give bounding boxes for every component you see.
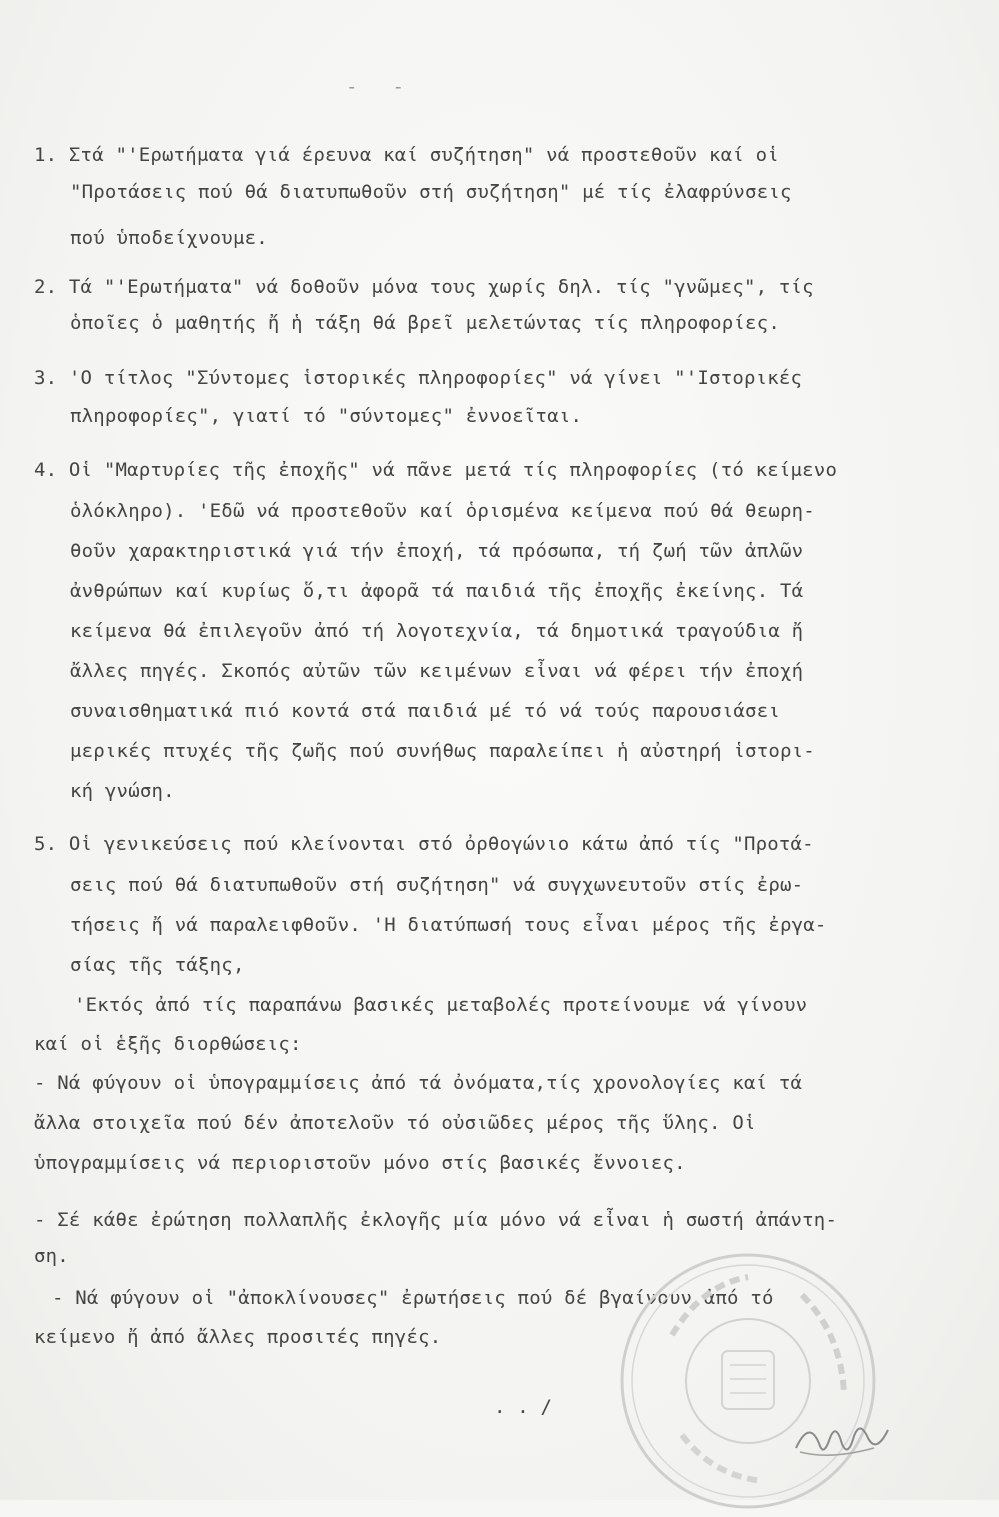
bullet-1-line-3: ὑπογραμμίσεις νά περιοριστοῦν μόνο στίς βασικές ἔννοιες. (34, 1152, 686, 1174)
official-stamp-seal-icon (612, 1245, 884, 1517)
item-4-line-8: μερικές πτυχές τῆς ζωῆς πού συνήθως παραλείπει ἡ αὐστηρή ἱστορι- (70, 740, 815, 762)
header-dashes: - - (346, 76, 405, 98)
paragraph-line-1: 'Εκτός ἀπό τίς παραπάνω βασικές μεταβολές προτείνουμε νά γίνουν (74, 994, 808, 1016)
bullet-3-line-1: - Νά φύγουν οἱ "ἀποκλίνουσες" ἐρωτήσεις πού δέ βγαίνουν ἀπό τό (52, 1287, 774, 1309)
paragraph-line-2: καί οἱ ἑξῆς διορθώσεις: (34, 1033, 302, 1055)
item-4-line-9: κή γνώση. (70, 780, 175, 802)
item-2-line-2: ὁποῖες ὁ μαθητής ἤ ἡ τάξη θά βρεῖ μελετώντας τίς πληροφορίες. (70, 312, 780, 334)
bullet-1-line-2: ἄλλα στοιχεῖα πού δέν ἀποτελοῦν τό οὐσιῶδες μέρος τῆς ὕλης. Οἱ (34, 1112, 756, 1134)
bullet-1-line-1: - Νά φύγουν οἱ ὑπογραμμίσεις ἀπό τά ὀνόματα,τίς χρονολογίες καί τά (34, 1072, 803, 1094)
item-4-line-3: θοῦν χαρακτηριστικά γιά τήν ἐποχή, τά πρόσωπα, τή ζωή τῶν ἁπλῶν (70, 540, 804, 562)
continuation-mark: . . / (494, 1396, 553, 1418)
item-4-line-4: ἀνθρώπων καί κυρίως ὅ,τι ἀφορᾶ τά παιδιά τῆς ἐποχῆς ἐκείνης. Τά (70, 580, 804, 602)
item-2-line-1: 2. Τά "'Ερωτήματα" νά δοθοῦν μόνα τους χωρίς δηλ. τίς "γνῶμες", τίς (34, 276, 814, 298)
item-5-line-1: 5. Οἱ γενικεύσεις πού κλείνονται στό ὀρθογώνιο κάτω ἀπό τίς "Προτά- (34, 833, 814, 855)
item-5-line-3: τήσεις ἤ νά παραλειφθοῦν. 'Η διατύπωσή τους εἶναι μέρος τῆς ἐργα- (70, 914, 827, 936)
item-3-line-2: πληροφορίες", γιατί τό "σύντομες" ἐννοεῖται. (70, 405, 583, 427)
bullet-3-line-2: κείμενο ἤ ἀπό ἄλλες προσιτές πηγές. (34, 1326, 442, 1348)
bullet-2-line-2: ση. (34, 1245, 69, 1267)
item-1-line-1: 1. Στά "'Ερωτήματα γιά έρευνα καί συζήτηση" νά προστεθοῦν καί οἱ (34, 144, 779, 166)
item-4-line-2: ὁλόκληρο). 'Εδῶ νά προστεθοῦν καί ὁρισμένα κείμενα πού θά θεωρη- (70, 500, 815, 522)
item-4-line-5: κείμενα θά ἐπιλεγοῦν ἀπό τή λογοτεχνία, τά δημοτικά τραγούδια ἤ (70, 620, 804, 642)
item-4-line-1: 4. Οἱ "Μαρτυρίες τῆς ἐποχῆς" νά πᾶνε μετά τίς πληροφορίες (τό κείμενο (34, 459, 838, 481)
item-5-line-2: σεις πού θά διατυπωθοῦν στή συζήτηση" νά συγχωνευτοῦν στίς ἐρω- (70, 874, 804, 896)
item-1-line-3: πού ὑποδείχνουμε. (70, 227, 268, 249)
item-1-line-2: "Προτάσεις πού θά διατυπωθοῦν στή συζήτηση" μέ τίς ἐλαφρύνσεις (70, 181, 792, 203)
item-4-line-6: ἄλλες πηγές. Σκοπός αὐτῶν τῶν κειμένων εἶναι νά φέρει τήν ἐποχή (70, 660, 804, 682)
item-5-line-4: σίας τῆς τάξης, (70, 954, 245, 976)
bullet-2-line-1: - Σέ κάθε ἐρώτηση πολλαπλῆς ἐκλογῆς μία μόνο νά εἶναι ἡ σωστή ἀπάντη- (34, 1209, 838, 1231)
item-3-line-1: 3. 'Ο τίτλος "Σύντομες ἱστορικές πληροφορίες" νά γίνει "'Ιστορικές (34, 367, 803, 389)
item-4-line-7: συναισθηματικά πιό κοντά στά παιδιά μέ τό νά τούς παρουσιάσει (70, 700, 780, 722)
handwritten-signature-icon (790, 1408, 900, 1468)
